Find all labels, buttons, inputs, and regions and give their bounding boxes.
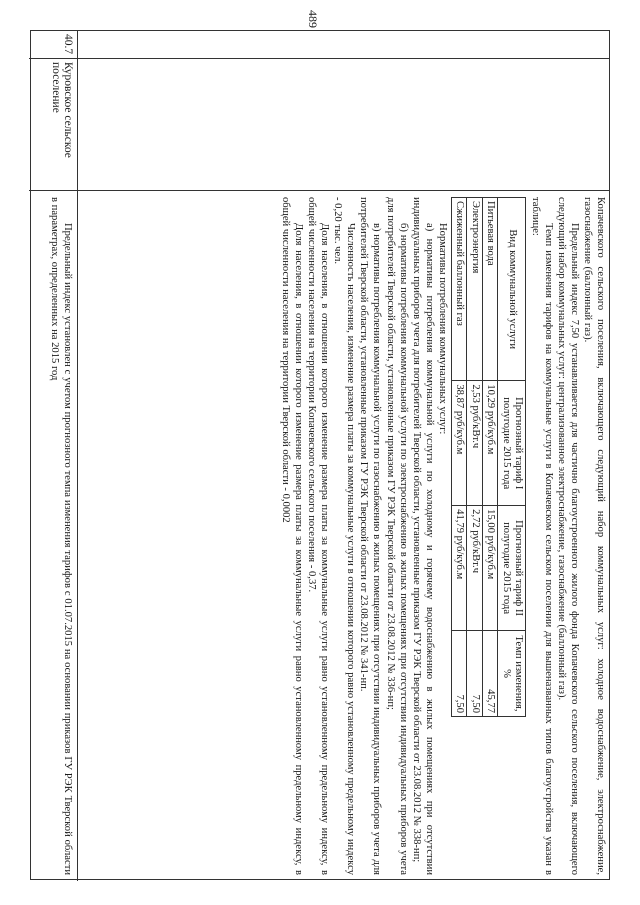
cell-h1: 2,53 руб/кВт.ч [467,381,483,506]
row-top-content-cell [77,191,609,881]
row-bottom-content-cell [29,191,77,881]
paragraph: Копачевского сельского поселения, включающего следующий набор коммунальных услуг: холодное водоснабжение, электроснабжение, газоснабжение (баллонный газ). [581,197,606,875]
paragraph: Доля населения, в отношении которого изменение размера платы за коммунальные услуги равно установленному предельному индексу, в общей численности населения на территории Копачевского сельского поселения - 0,37. [306,197,331,875]
table-row [451,198,467,717]
cell-h2: 15,00 руб/куб.м [482,506,498,631]
row-top-content [279,191,609,881]
table-row [467,198,483,717]
paragraph: Предельный индекс 7,50 устанавливается для частично благоустроенного жилого фонда Копачевского сельского поселения, включающего следующий набор коммунальных услуг: централизованное электроснабжение, газоснабжение (баллонный газ). [555,197,580,875]
document-sheet [30,30,610,880]
cell-h1: 38,87 руб/куб.м [451,381,467,506]
row-bottom-settlement: Куровское сельское поселение [50,62,74,158]
row-top-index-cell [77,31,609,191]
row-top-settlement [78,59,609,191]
paragraph: а) нормативы потребления коммунальной услуги по холодному и горячему водоснабжению в жилых помещениях при отсутствии индивидуальных приборов учета для потребителей Тверской области, установленные приказом ГУ РЭК Тверской области от 23.08.2012 № 338-нп; [410,197,435,875]
paragraph: Доля населения, в отношении которого изменение размера платы за коммунальные услуги равно установленному предельному индексу, в общей численности населения на территории Тверской области - 0,0002 [279,197,304,875]
paragraph: Нормативы потребления коммунальных услуг: [436,223,448,435]
cell-h1: 10,29 руб/куб.м [482,381,498,506]
paragraph: Темп изменения тарифов на коммунальные услуги в Копачевском сельском поселении для вышеназванных типов благоустройства указан в таблице: [529,197,554,875]
paragraph: в) нормативы потребления коммунальной услуги по газоснабжению в жилых помещениях при отсутствии индивидуальных приборов учета для потребителей Тверской области, установленные приказом ГУ РЭК Тверской области от 23.08.2012 № 341-нп. [358,197,383,875]
cell-service: Сжиженный баллонный газ [451,198,467,381]
paragraph: Численность населения, изменение размера платы за коммунальные услуги в отношении которого равно установленному предельному индексу - 0,20 тыс. чел. [332,197,357,875]
page-number: 489 [306,10,320,28]
row-bottom-index-cell [29,31,77,191]
header-h2: Прогнозный тариф II полугодие 2015 года [498,506,526,631]
cell-service: Питьевая вода [482,198,498,381]
table-header-row [498,198,526,717]
cell-rate: 7,50 [451,631,467,717]
cell-h2: 41,79 руб/куб.м [451,506,467,631]
table-row [482,198,498,717]
paragraph: б) нормативы потребления коммунальной услуги по электроснабжению в жилых помещениях при отсутствии индивидуальных приборов учета для потребителей Тверской области, установленные приказом ГУ РЭК Тверской области от 23.08.2012 № 336-нп; [384,197,409,875]
cell-service: Электроэнергия [467,198,483,381]
cell-h2: 2,72 руб/кВт.ч [467,506,483,631]
cell-rate: 7,50 [467,631,483,717]
header-service: Вид коммунальной услуги [498,198,526,381]
header-rate: Темп изменения, % [498,631,526,717]
tariff-table [451,197,527,717]
cell-rate: 45,77 [482,631,498,717]
row-bottom-number: 40.7 [29,31,77,59]
row-bottom-text: Предельный индекс установлен с учетом прогнозного темпа изменения тарифов с 01.07.2015 на основании приказов ГУ РЭК Тверской области в параметрах, определенных на 2015 год [48,197,73,875]
header-h1: Прогнозный тариф I полугодие 2015 года [498,381,526,506]
table-grid [30,30,610,880]
row-top-number [78,31,609,59]
